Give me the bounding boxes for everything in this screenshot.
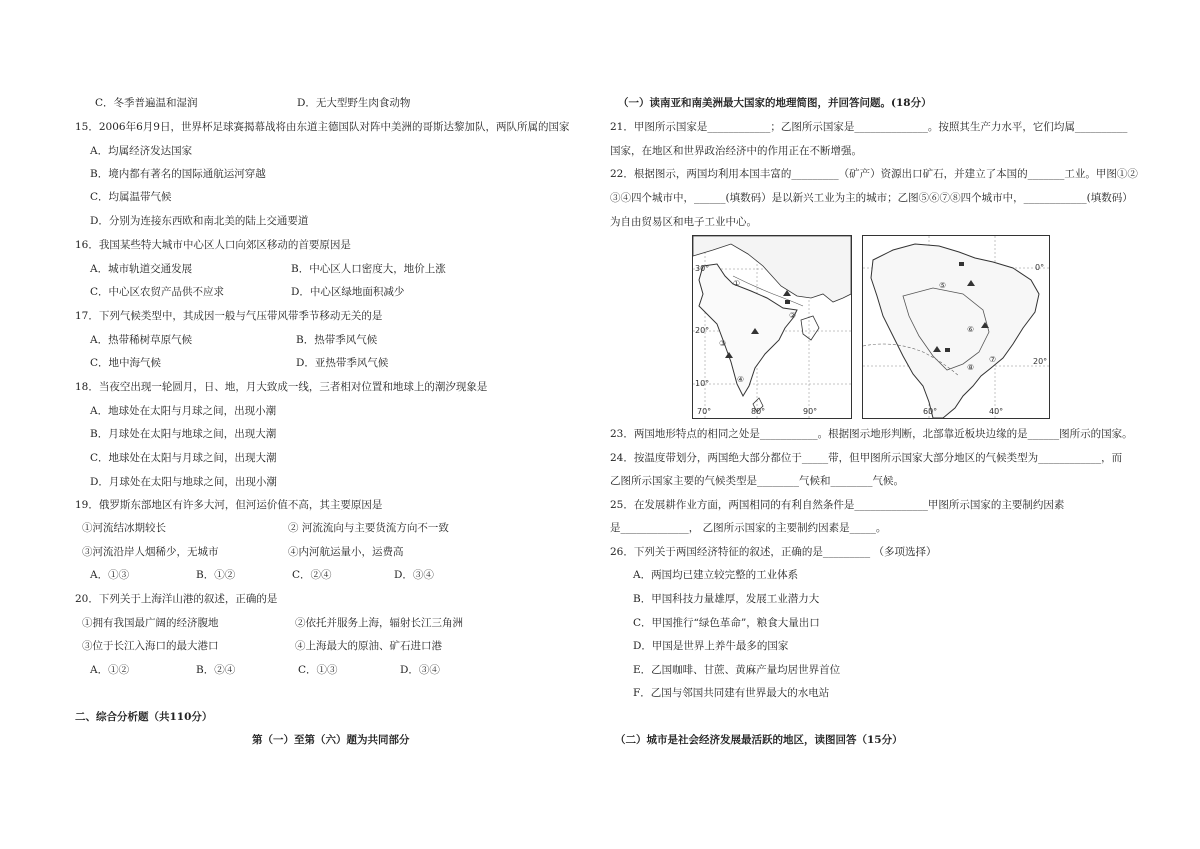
city-label-7: ⑦	[989, 355, 997, 364]
question-line: A．热带稀树草原气候	[90, 334, 193, 346]
question-line: 25．在发展耕作业方面，两国相同的有利自然条件是______________甲图所示国家的主要制约因素	[610, 499, 1065, 511]
lat-label-20s: 20°	[1033, 357, 1048, 366]
lon-label-80: 80°	[751, 407, 766, 416]
question-line: C．①③	[298, 664, 338, 676]
question-line: D．③④	[394, 569, 434, 581]
question-line: 为自由贸易区和电子工业中心。	[610, 216, 757, 228]
question-line: C．冬季普遍温和湿润	[95, 97, 198, 109]
question-line: D．③④	[400, 664, 440, 676]
city-label-5: ⑤	[939, 281, 947, 290]
question-line: D．分别为连接东西欧和南北美的陆上交通要道	[90, 215, 309, 227]
question-line: ①河流结冰期较长	[82, 522, 166, 534]
question-line: D．月球处在太阳与地球之间，出现小潮	[90, 476, 277, 488]
question-line: ② 河流流向与主要货流方向不一致	[288, 522, 449, 534]
section-title: 二、综合分析题（共110分）	[75, 711, 213, 723]
question-line: 16．我国某些特大城市中心区人口向郊区移动的首要原因是	[75, 239, 351, 251]
question-line: B．境内都有著名的国际通航运河穿越	[90, 168, 266, 180]
city-label-8: ⑧	[967, 363, 975, 372]
question-line: 是_____________， 乙图所示国家的主要制约因素是_____。	[610, 522, 887, 534]
lat-label-30: 30°	[695, 264, 710, 273]
question-group-heading-2: （二）城市是社会经济发展最活跃的地区，读图回答（15分）	[615, 734, 903, 746]
lon-label-90: 90°	[803, 407, 818, 416]
question-line: B．中心区人口密度大，地价上涨	[291, 263, 446, 275]
question-line: ②依托并服务上海，辐射长江三角洲	[295, 617, 463, 629]
question-line: 15．2006年6月9日，世界杯足球赛揭幕战将由东道主德国队对阵中美洲的哥斯达黎加队，两队所属的国家	[75, 121, 570, 133]
section-subtitle: 第（一）至第（六）题为共同部分	[252, 734, 410, 746]
city-label-2: ②	[789, 311, 797, 320]
question-line: D．中心区绿地面积减少	[291, 286, 405, 298]
map-jia-india	[692, 235, 852, 419]
question-line: 24．按温度带划分，两国绝大部分都位于_____带，但甲图所示国家大部分地区的气候类型为____________，而	[610, 452, 1123, 464]
question-line: A．城市轨道交通发展	[90, 263, 193, 275]
question-line: 17．下列气候类型中，其成因一般与气压带风带季节移动无关的是	[75, 310, 383, 322]
question-line: A．两国均已建立较完整的工业体系	[633, 569, 799, 581]
question-line: C．中心区农贸产品供不应求	[90, 286, 225, 298]
question-line: ④上海最大的原油、矿石进口港	[295, 640, 442, 652]
question-line: 23．两国地形特点的相同之处是___________。根据图示地形判断，北部靠近板块边缘的是______图所示的国家。	[610, 428, 1133, 440]
city-label-6: ⑥	[967, 325, 975, 334]
question-line: B．月球处在太阳与地球之间，出现大潮	[90, 428, 277, 440]
question-line: F．乙国与邻国共同建有世界最大的水电站	[633, 687, 830, 699]
lon-label-70: 70°	[697, 407, 712, 416]
lon-label-60: 60°	[923, 407, 938, 416]
question-line: C．②④	[292, 569, 332, 581]
question-line: ③④四个城市中，______(填数码）是以新兴工业为主的城市；乙图⑤⑥⑦⑧四个城市中，____________(填数码）	[610, 192, 1133, 204]
question-line: A．地球处在太阳与月球之间，出现小潮	[90, 405, 277, 417]
question-line: 22．根据图示，两国均利用本国丰富的_________（矿产）资源出口矿石，并建立了本国的_______工业。甲图①②	[610, 168, 1138, 180]
question-line: B．热带季风气候	[296, 334, 378, 346]
question-line: D．亚热带季风气候	[296, 357, 389, 369]
question-line: 20．下列关于上海洋山港的叙述，正确的是	[75, 593, 278, 605]
city-label-3: ③	[719, 339, 727, 348]
question-line: 26．下列关于两国经济特征的叙述，正确的是_________ （多项选择）	[610, 546, 937, 558]
question-line: 18．当夜空出现一轮圆月，日、地，月大致成一线，三者相对位置和地球上的潮汐现象是	[75, 381, 488, 393]
lat-label-20: 20°	[695, 326, 710, 335]
lat-label-10: 10°	[695, 379, 710, 388]
question-line: A．①②	[90, 664, 130, 676]
question-line: 19．俄罗斯东部地区有许多大河，但河运价值不高，其主要原因是	[75, 499, 383, 511]
city-label-1: ①	[733, 279, 741, 288]
question-line: C．地中海气候	[90, 357, 162, 369]
question-line: B．①②	[196, 569, 236, 581]
question-line: ③河流沿岸人烟稀少，无城市	[82, 546, 219, 558]
question-line: B．②④	[196, 664, 236, 676]
question-line: C．甲国推行“绿色革命”，粮食大量出口	[633, 617, 820, 629]
question-group-heading-1: （一）读南亚和南美洲最大国家的地理简图，并回答问题。(18分）	[618, 97, 932, 109]
question-line: 国家，在地区和世界政治经济中的作用正在不断增强。	[610, 145, 862, 157]
question-line: A．均属经济发达国家	[90, 145, 193, 157]
question-line: D．甲国是世界上养牛最多的国家	[633, 640, 789, 652]
question-line: C．地球处在太阳与月球之间，出现大潮	[90, 452, 277, 464]
question-line: C．均属温带气候	[90, 191, 172, 203]
lon-label-40: 40°	[989, 407, 1004, 416]
lat-label-0: 0°	[1035, 263, 1045, 272]
question-line: A．①③	[90, 569, 130, 581]
city-label-4: ④	[737, 375, 745, 384]
question-line: ③位于长江入海口的最大港口	[82, 640, 219, 652]
question-line: ①拥有我国最广阔的经济腹地	[82, 617, 219, 629]
question-line: B．甲国科技力量雄厚，发展工业潜力大	[633, 593, 820, 605]
question-line: 21．甲图所示国家是____________；乙图所示国家是______________。按照其生产力水平，它们均属__________	[610, 121, 1128, 133]
question-line: D．无大型野生肉食动物	[297, 97, 411, 109]
question-line: 乙图所示国家主要的气候类型是________气候和________气候。	[610, 475, 904, 487]
map-yi-brazil	[862, 235, 1050, 419]
question-line: E．乙国咖啡、甘蔗、黄麻产量均居世界首位	[633, 664, 841, 676]
question-line: ④内河航运量小，运费高	[288, 546, 404, 558]
